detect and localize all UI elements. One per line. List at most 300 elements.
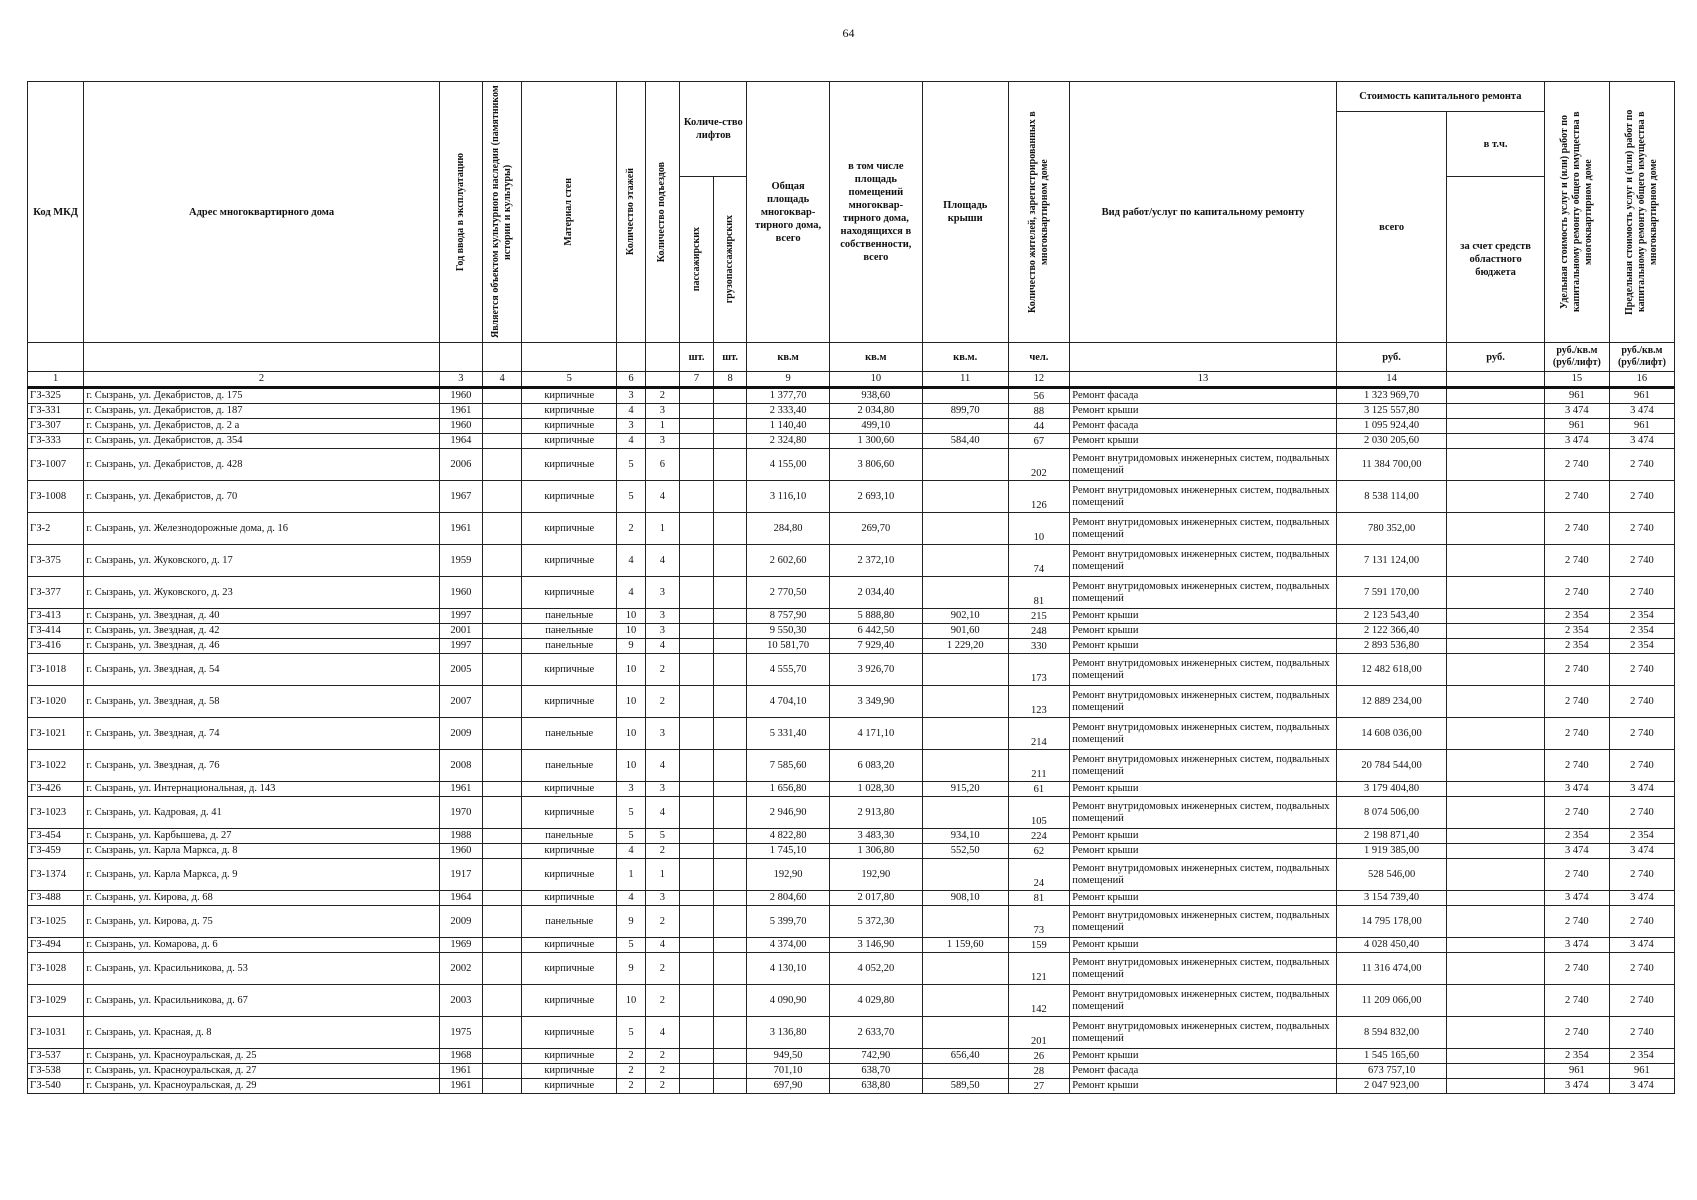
cell-unit: 3 474 [1544,938,1609,953]
cell-empty [713,718,747,750]
cell-empty [1447,419,1545,434]
cell-year: 1970 [439,797,482,829]
cell-year: 1969 [439,938,482,953]
cell-unit: 2 740 [1544,449,1609,481]
cell-code: ГЗ-494 [28,938,84,953]
cell-year: 1961 [439,513,482,545]
cell-year: 2003 [439,985,482,1017]
cell-owned: 638,70 [829,1064,922,1079]
cell-code: ГЗ-1025 [28,906,84,938]
cell-code: ГЗ-416 [28,639,84,654]
cell-address: г. Сызрань, ул. Красная, д. 8 [84,1017,439,1049]
cell-empty [1447,513,1545,545]
unit-owned-area: кв.м [829,343,922,372]
cell-owned: 6 083,20 [829,750,922,782]
cell-floors: 10 [617,624,645,639]
cell-walls: кирпичные [522,1017,617,1049]
cell-year: 1960 [439,419,482,434]
cell-code: ГЗ-488 [28,891,84,906]
cell-work: Ремонт крыши [1070,434,1337,449]
cell-cost: 14 795 178,00 [1336,906,1447,938]
cell-code: ГЗ-414 [28,624,84,639]
cell-empty [680,545,714,577]
cell-entr: 4 [645,1017,680,1049]
cell-total: 2 946,90 [747,797,829,829]
cell-cost: 3 125 557,80 [1336,404,1447,419]
cell-year: 1959 [439,545,482,577]
cell-cost: 1 545 165,60 [1336,1049,1447,1064]
cell-unit: 2 740 [1544,686,1609,718]
cell-cost: 2 122 366,40 [1336,624,1447,639]
cell-year: 2008 [439,750,482,782]
cell-address: г. Сызрань, ул. Звездная, д. 46 [84,639,439,654]
cell-walls: кирпичные [522,404,617,419]
cell-total: 7 585,60 [747,750,829,782]
cell-unit: 2 740 [1544,750,1609,782]
cell-empty [713,1049,747,1064]
cell-empty [680,829,714,844]
cell-cost: 11 209 066,00 [1336,985,1447,1017]
cell-address: г. Сызрань, ул. Декабристов, д. 354 [84,434,439,449]
cell-code: ГЗ-413 [28,609,84,624]
cell-cost: 1 095 924,40 [1336,419,1447,434]
cell-empty [1447,906,1545,938]
cell-roof [922,985,1008,1017]
cell-floors: 5 [617,829,645,844]
cell-empty [713,906,747,938]
cell-empty [483,718,522,750]
cell-empty [680,624,714,639]
cell-max: 2 740 [1609,906,1674,938]
header-cost-group: Стоимость капитального ремонта [1336,82,1544,112]
cell-max: 2 740 [1609,985,1674,1017]
cell-empty [680,906,714,938]
cell-cost: 11 316 474,00 [1336,953,1447,985]
cell-cost: 11 384 700,00 [1336,449,1447,481]
cell-total: 5 399,70 [747,906,829,938]
cell-roof [922,953,1008,985]
cell-work: Ремонт внутридомовых инженерных систем, подвальных помещений [1070,718,1337,750]
cell-cost: 780 352,00 [1336,513,1447,545]
cell-work: Ремонт крыши [1070,624,1337,639]
cell-code: ГЗ-1021 [28,718,84,750]
cell-roof: 656,40 [922,1049,1008,1064]
cell-max: 961 [1609,388,1674,404]
cell-empty [483,686,522,718]
cell-owned: 1 028,30 [829,782,922,797]
cell-empty [1447,686,1545,718]
cell-cost: 8 538 114,00 [1336,481,1447,513]
table-row [28,624,1675,639]
cell-floors: 4 [617,891,645,906]
cell-empty [680,654,714,686]
cell-entr: 4 [645,481,680,513]
cell-cost: 3 179 404,80 [1336,782,1447,797]
unit-lifts-cargo: шт. [713,343,747,372]
cell-roof: 899,70 [922,404,1008,419]
table-row [28,654,1675,686]
cell-roof [922,481,1008,513]
cell-cost: 2 198 871,40 [1336,829,1447,844]
cell-empty [483,953,522,985]
cell-entr: 3 [645,782,680,797]
cell-unit: 2 354 [1544,624,1609,639]
cell-total: 2 770,50 [747,577,829,609]
cell-people: 28 [1008,1064,1070,1079]
cell-address: г. Сызрань, ул. Звездная, д. 54 [84,654,439,686]
cell-unit: 2 740 [1544,797,1609,829]
cell-empty [713,577,747,609]
cell-people: 56 [1008,388,1070,404]
cell-max: 2 740 [1609,797,1674,829]
table-row [28,797,1675,829]
cell-empty [1447,891,1545,906]
cell-empty [1447,609,1545,624]
cell-empty [1447,449,1545,481]
unit-total-area: кв.м [747,343,829,372]
cell-floors: 3 [617,782,645,797]
cell-work: Ремонт крыши [1070,404,1337,419]
cell-code: ГЗ-540 [28,1079,84,1094]
cell-people: 10 [1008,513,1070,545]
cell-total: 5 331,40 [747,718,829,750]
cell-empty [713,750,747,782]
cell-address: г. Сызрань, ул. Декабристов, д. 428 [84,449,439,481]
table-row [28,609,1675,624]
cell-empty [1447,829,1545,844]
cell-work: Ремонт крыши [1070,844,1337,859]
cell-empty [680,609,714,624]
cell-entr: 1 [645,859,680,891]
header-entrances: Количество подъездов [645,82,680,343]
cell-total: 2 324,80 [747,434,829,449]
cell-max: 2 740 [1609,859,1674,891]
cell-code: ГЗ-1374 [28,859,84,891]
cell-work: Ремонт внутридомовых инженерных систем, подвальных помещений [1070,577,1337,609]
table-row [28,481,1675,513]
cell-code: ГЗ-454 [28,829,84,844]
cell-empty [1447,404,1545,419]
cell-unit: 3 474 [1544,782,1609,797]
cell-cost: 528 546,00 [1336,859,1447,891]
cell-year: 1997 [439,609,482,624]
cell-walls: кирпичные [522,1079,617,1094]
header-heritage: Является объектом культурного наследия (памятником истории и культуры) [483,82,522,343]
cell-cost: 1 919 385,00 [1336,844,1447,859]
cell-empty [680,985,714,1017]
cell-empty [483,449,522,481]
cell-roof: 908,10 [922,891,1008,906]
cell-empty [680,797,714,829]
cell-empty [483,1017,522,1049]
table-row [28,829,1675,844]
cell-year: 1960 [439,844,482,859]
cell-empty [483,577,522,609]
cell-address: г. Сызрань, ул. Красноуральская, д. 27 [84,1064,439,1079]
cell-unit: 2 354 [1544,1049,1609,1064]
cell-year: 1988 [439,829,482,844]
cell-empty [1447,953,1545,985]
cell-work: Ремонт внутридомовых инженерных систем, подвальных помещений [1070,449,1337,481]
cell-people: 224 [1008,829,1070,844]
cell-empty [483,624,522,639]
cell-year: 1997 [439,639,482,654]
cell-floors: 5 [617,1017,645,1049]
cell-total: 1 656,80 [747,782,829,797]
cell-code: ГЗ-2 [28,513,84,545]
cell-empty [680,1049,714,1064]
cell-people: 81 [1008,891,1070,906]
cell-code: ГЗ-1007 [28,449,84,481]
cell-empty [680,1079,714,1094]
cell-floors: 2 [617,1064,645,1079]
cell-max: 2 354 [1609,829,1674,844]
cell-cost: 2 047 923,00 [1336,1079,1447,1094]
cell-cost: 7 131 124,00 [1336,545,1447,577]
cell-walls: кирпичные [522,513,617,545]
cell-roof: 901,60 [922,624,1008,639]
cell-owned: 499,10 [829,419,922,434]
cell-walls: панельные [522,750,617,782]
cell-empty [1447,938,1545,953]
cell-entr: 3 [645,609,680,624]
cell-walls: кирпичные [522,654,617,686]
cell-empty [713,953,747,985]
cell-year: 2007 [439,686,482,718]
cell-roof [922,513,1008,545]
cell-year: 1961 [439,1079,482,1094]
cell-unit: 961 [1544,388,1609,404]
cell-walls: кирпичные [522,434,617,449]
cell-entr: 3 [645,718,680,750]
cell-owned: 638,80 [829,1079,922,1094]
cell-entr: 2 [645,1079,680,1094]
cell-empty [483,829,522,844]
cell-empty [680,953,714,985]
cell-max: 3 474 [1609,404,1674,419]
table-row [28,906,1675,938]
cell-people: 62 [1008,844,1070,859]
cell-entr: 4 [645,938,680,953]
cell-cost: 14 608 036,00 [1336,718,1447,750]
cell-entr: 1 [645,513,680,545]
cell-empty [713,434,747,449]
cell-empty [1447,718,1545,750]
cell-roof [922,750,1008,782]
cell-empty [713,938,747,953]
cell-empty [713,404,747,419]
cell-work: Ремонт крыши [1070,1079,1337,1094]
cell-unit: 2 740 [1544,513,1609,545]
cell-max: 2 740 [1609,686,1674,718]
cell-total: 697,90 [747,1079,829,1094]
cell-address: г. Сызрань, ул. Жуковского, д. 23 [84,577,439,609]
cell-cost: 2 893 536,80 [1336,639,1447,654]
table-row [28,434,1675,449]
header-walls: Материал стен [522,82,617,343]
cell-walls: кирпичные [522,449,617,481]
cell-cost: 2 030 205,60 [1336,434,1447,449]
cell-max: 3 474 [1609,434,1674,449]
cell-cost: 8 074 506,00 [1336,797,1447,829]
cell-empty [483,434,522,449]
cell-floors: 10 [617,686,645,718]
header-lifts-cargo: грузопассажирских [713,177,747,343]
cell-year: 2009 [439,718,482,750]
cell-code: ГЗ-1031 [28,1017,84,1049]
cell-empty [1447,1049,1545,1064]
cell-walls: кирпичные [522,419,617,434]
cell-max: 2 740 [1609,953,1674,985]
cell-max: 3 474 [1609,1079,1674,1094]
cell-code: ГЗ-1028 [28,953,84,985]
table-row [28,844,1675,859]
cell-max: 961 [1609,1064,1674,1079]
cell-cost: 7 591 170,00 [1336,577,1447,609]
cell-people: 214 [1008,718,1070,750]
table-row [28,953,1675,985]
cell-address: г. Сызрань, ул. Кадровая, д. 41 [84,797,439,829]
cell-work: Ремонт внутридомовых инженерных систем, подвальных помещений [1070,953,1337,985]
cell-unit: 961 [1544,419,1609,434]
cell-people: 121 [1008,953,1070,985]
cell-walls: кирпичные [522,985,617,1017]
cell-floors: 3 [617,419,645,434]
cell-floors: 9 [617,906,645,938]
cell-floors: 4 [617,577,645,609]
cell-empty [1447,481,1545,513]
cell-empty [713,449,747,481]
cell-owned: 2 034,80 [829,404,922,419]
cell-total: 2 333,40 [747,404,829,419]
cell-unit: 2 740 [1544,577,1609,609]
cell-cost: 12 482 618,00 [1336,654,1447,686]
cell-walls: кирпичные [522,844,617,859]
cell-floors: 1 [617,859,645,891]
cell-people: 159 [1008,938,1070,953]
cell-roof: 915,20 [922,782,1008,797]
cell-max: 2 354 [1609,1049,1674,1064]
cell-address: г. Сызрань, ул. Карбышева, д. 27 [84,829,439,844]
cell-walls: панельные [522,624,617,639]
table-row [28,1049,1675,1064]
cell-total: 4 155,00 [747,449,829,481]
cell-address: г. Сызрань, ул. Красильникова, д. 67 [84,985,439,1017]
cell-empty [483,513,522,545]
cell-empty [1447,844,1545,859]
cell-max: 3 474 [1609,938,1674,953]
cell-entr: 2 [645,388,680,404]
cell-entr: 2 [645,686,680,718]
cell-code: ГЗ-1008 [28,481,84,513]
cell-total: 2 804,60 [747,891,829,906]
cell-empty [1447,859,1545,891]
cell-roof: 1 229,20 [922,639,1008,654]
cell-year: 2002 [439,953,482,985]
cell-floors: 10 [617,718,645,750]
cell-unit: 3 474 [1544,434,1609,449]
cell-unit: 3 474 [1544,404,1609,419]
header-lifts-passenger: пассажирских [680,177,714,343]
cell-total: 10 581,70 [747,639,829,654]
cell-owned: 742,90 [829,1049,922,1064]
cell-empty [713,545,747,577]
cell-empty [713,481,747,513]
cell-owned: 3 806,60 [829,449,922,481]
cell-empty [1447,782,1545,797]
cell-code: ГЗ-538 [28,1064,84,1079]
cell-address: г. Сызрань, ул. Карла Маркса, д. 8 [84,844,439,859]
cell-roof [922,577,1008,609]
cell-cost: 4 028 450,40 [1336,938,1447,953]
cell-floors: 4 [617,844,645,859]
cell-people: 201 [1008,1017,1070,1049]
cell-owned: 2 913,80 [829,797,922,829]
cell-work: Ремонт внутридомовых инженерных систем, подвальных помещений [1070,985,1337,1017]
cell-address: г. Сызрань, ул. Декабристов, д. 175 [84,388,439,404]
column-numbers-row: 1 2 3 4 5 6 7 8 9 10 11 12 13 14 15 16 [28,372,1675,388]
cell-address: г. Сызрань, ул. Звездная, д. 40 [84,609,439,624]
cell-address: г. Сызрань, ул. Декабристов, д. 187 [84,404,439,419]
cell-empty [1447,434,1545,449]
cell-cost: 2 123 543,40 [1336,609,1447,624]
cell-max: 3 474 [1609,782,1674,797]
cell-cost: 3 154 739,40 [1336,891,1447,906]
cell-empty [680,938,714,953]
cell-roof [922,1064,1008,1079]
cell-walls: кирпичные [522,891,617,906]
cell-year: 1975 [439,1017,482,1049]
cell-empty [483,639,522,654]
cell-entr: 2 [645,844,680,859]
cell-floors: 9 [617,639,645,654]
cell-empty [483,654,522,686]
cell-address: г. Сызрань, ул. Звездная, д. 74 [84,718,439,750]
cell-owned: 3 483,30 [829,829,922,844]
cell-roof [922,545,1008,577]
cell-owned: 6 442,50 [829,624,922,639]
cell-max: 3 474 [1609,844,1674,859]
cell-unit: 2 740 [1544,1017,1609,1049]
cell-entr: 3 [645,434,680,449]
cell-empty [680,434,714,449]
cell-code: ГЗ-1018 [28,654,84,686]
cell-empty [680,404,714,419]
cell-empty [1447,1079,1545,1094]
cell-empty [483,938,522,953]
cell-walls: панельные [522,609,617,624]
cell-empty [713,985,747,1017]
cell-walls: кирпичные [522,938,617,953]
cell-total: 4 374,00 [747,938,829,953]
cell-work: Ремонт крыши [1070,609,1337,624]
cell-roof: 934,10 [922,829,1008,844]
cell-work: Ремонт фасада [1070,419,1337,434]
cell-max: 2 740 [1609,577,1674,609]
cell-address: г. Сызрань, ул. Декабристов, д. 2 а [84,419,439,434]
cell-total: 4 555,70 [747,654,829,686]
header-year: Год ввода в эксплуатацию [439,82,482,343]
header-address: Адрес многоквартирного дома [84,82,439,343]
table-row [28,419,1675,434]
cell-entr: 1 [645,419,680,434]
unit-unit-cost: руб./кв.м (руб/лифт) [1544,343,1609,372]
header-floors: Количество этажей [617,82,645,343]
cell-total: 4 822,80 [747,829,829,844]
table-row [28,388,1675,404]
cell-empty [680,750,714,782]
cell-unit: 2 354 [1544,609,1609,624]
